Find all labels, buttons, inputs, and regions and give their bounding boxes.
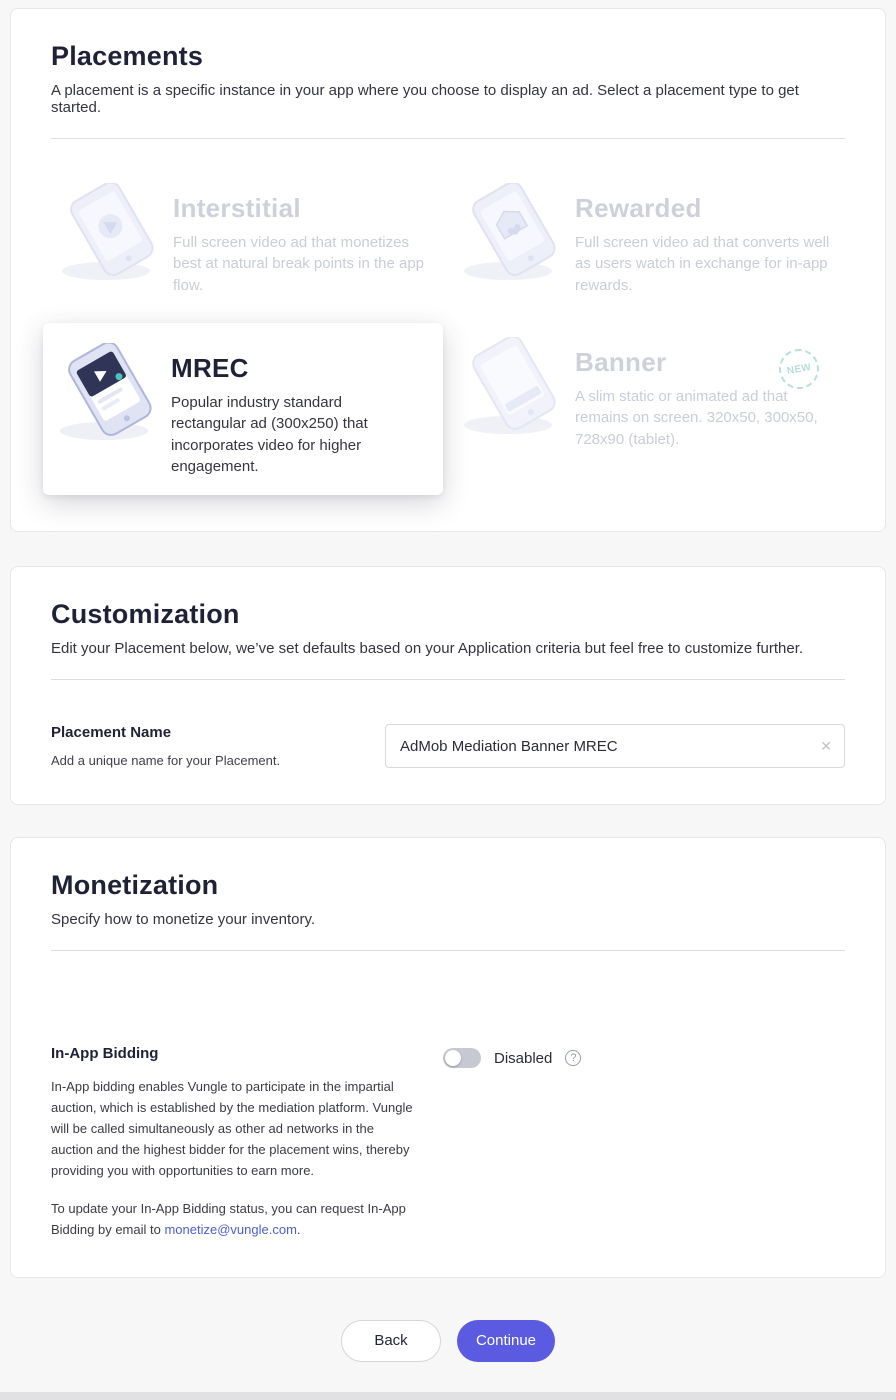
monetization-card — [10, 837, 886, 1277]
new-badge: NEW — [776, 346, 822, 392]
interstitial-desc: Full screen video ad that monetizes best at natural break points in the app flow. — [173, 234, 425, 294]
rewarded-title: Rewarded — [575, 193, 702, 223]
mrec-desc: Popular industry standard rectangular ad (300x250) that incorporates video for higher engagement. — [171, 394, 368, 475]
placements-title: Placements — [51, 41, 204, 71]
placements-subtitle: A placement is a specific instance in your app where you choose to display an ad. Select a placement type to get started. — [51, 82, 799, 116]
interstitial-title: Interstitial — [173, 193, 301, 223]
placement-name-input-wrap — [385, 724, 845, 768]
placement-type-mrec[interactable] — [43, 323, 443, 495]
back-button[interactable]: Back — [341, 1320, 441, 1362]
banner-phone-icon — [453, 333, 575, 437]
customization-card — [10, 566, 886, 805]
placement-type-rewarded[interactable] — [453, 179, 845, 307]
placement-type-interstitial[interactable] — [51, 179, 443, 307]
in-app-bidding-description: In-App bidding enables Vungle to participate in the impartial auction, which is established by the mediation platform. Vungle will be called simultaneously as other ad networks in the auction and the highest bidder for the placement wins, thereby providing you with opportunities to earn more. — [51, 1079, 413, 1179]
banner-desc: A slim static or animated ad that remains on screen. 320x50, 300x50, 728x90 (tablet). — [575, 388, 818, 448]
toggle-knob — [445, 1050, 461, 1066]
divider — [51, 950, 845, 951]
mrec-title: MREC — [171, 353, 249, 383]
placement-type-grid — [51, 179, 845, 495]
placement-name-input[interactable] — [385, 724, 845, 768]
rewarded-text — [575, 179, 833, 296]
in-app-bidding-label: In-App Bidding — [51, 1045, 159, 1063]
interstitial-phone-icon — [51, 179, 173, 283]
clear-input-icon[interactable]: ✕ — [820, 738, 832, 755]
placements-card — [10, 8, 886, 532]
placement-name-label: Placement Name — [51, 724, 172, 742]
footer-actions — [0, 1320, 896, 1362]
in-app-bidding-status: Disabled — [494, 1049, 553, 1067]
email-suffix: . — [296, 1222, 301, 1238]
banner-title: Banner — [575, 347, 667, 377]
email-link[interactable]: monetize@vungle.com — [164, 1222, 297, 1238]
update-text: To update your In-App Bidding status, you can request In-App Bidding by email to — [51, 1201, 406, 1238]
mrec-text — [171, 339, 417, 477]
placement-type-banner[interactable] — [453, 333, 845, 495]
in-app-bidding-update-text — [51, 1198, 413, 1240]
monetization-subtitle: Specify how to monetize your inventory. — [51, 911, 316, 929]
customization-title: Customization — [51, 599, 240, 630]
rewarded-phone-icon — [453, 179, 575, 283]
divider — [51, 679, 845, 680]
in-app-bidding-text — [51, 1045, 413, 1240]
continue-button[interactable]: Continue — [457, 1320, 555, 1362]
in-app-bidding-row — [51, 1045, 845, 1240]
customization-subtitle: Edit your Placement below, we’ve set defaults based on your Application criteria but feel free to customize further. — [51, 640, 804, 658]
interstitial-text — [173, 179, 431, 296]
rewarded-desc: Full screen video ad that converts well as users watch in exchange for in-app rewards. — [575, 234, 830, 294]
in-app-bidding-control — [443, 1045, 581, 1069]
placement-name-help: Add a unique name for your Placement. — [51, 753, 281, 769]
in-app-bidding-toggle[interactable] — [443, 1048, 481, 1068]
placement-name-row — [51, 724, 845, 768]
divider — [51, 138, 845, 139]
monetization-title: Monetization — [51, 870, 219, 901]
mrec-phone-icon — [49, 339, 171, 443]
bottom-strip — [0, 1392, 896, 1400]
help-icon[interactable]: ? — [565, 1050, 581, 1066]
placement-name-labels — [51, 724, 280, 768]
